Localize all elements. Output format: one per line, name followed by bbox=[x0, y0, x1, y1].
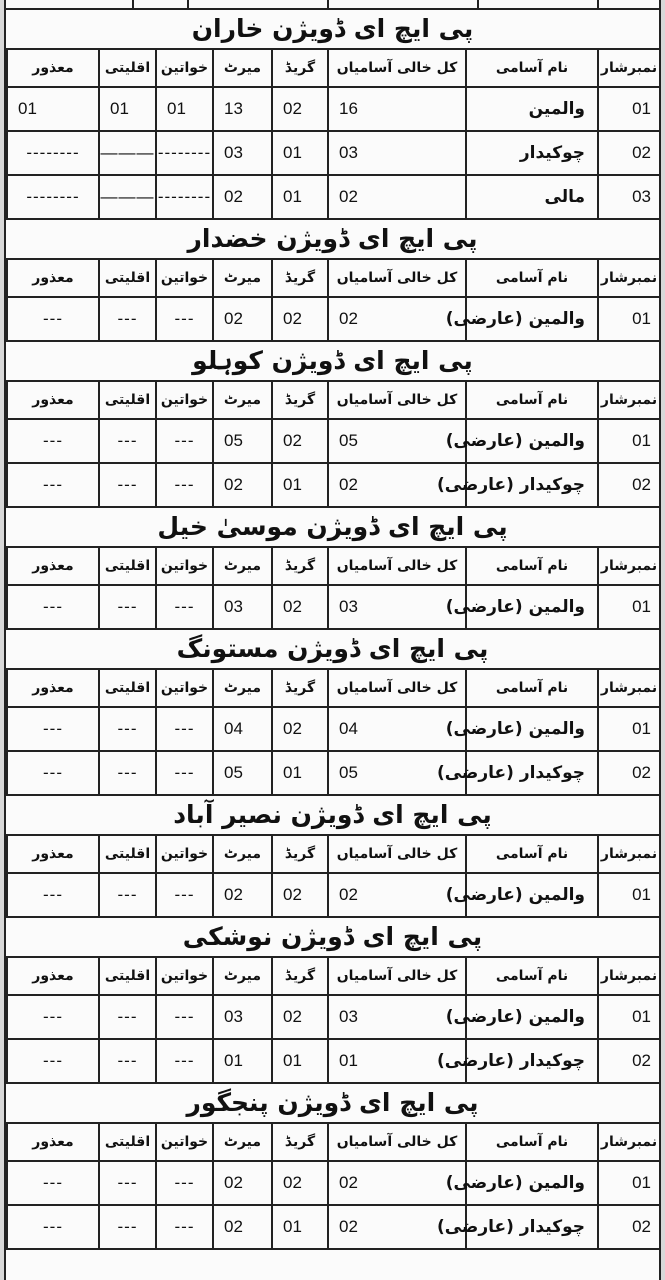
post-name-cell: والمین (عارضی) bbox=[466, 585, 598, 629]
division-title: پی ایچ ای ڈویژن خضدار bbox=[187, 224, 478, 253]
grade-header: گریڈ bbox=[272, 49, 328, 87]
total-vacancies-cell: 03 bbox=[328, 585, 466, 629]
grade-header: گریڈ bbox=[272, 1123, 328, 1161]
minority-quota-cell: ——— bbox=[99, 175, 156, 219]
women-quota-cell: --- bbox=[156, 1205, 213, 1249]
women-quota-cell: -------- bbox=[156, 175, 213, 219]
merit-cell: 02 bbox=[213, 1205, 272, 1249]
total-vacancies-header: کل خالی آسامیاں bbox=[328, 835, 466, 873]
merit-header: میرٹ bbox=[213, 669, 272, 707]
grade-header: گریڈ bbox=[272, 259, 328, 297]
previous-table-edge bbox=[6, 0, 659, 10]
merit-cell: 02 bbox=[213, 873, 272, 917]
grade-cell: 02 bbox=[272, 707, 328, 751]
vacancy-table bbox=[6, 834, 661, 918]
minority-quota-cell: ——— bbox=[99, 131, 156, 175]
merit-header: میرٹ bbox=[213, 49, 272, 87]
merit-cell: 04 bbox=[213, 707, 272, 751]
post-name-cell: والمین (عارضی) bbox=[466, 707, 598, 751]
minority-quota-cell: --- bbox=[99, 873, 156, 917]
total-vacancies-cell: 03 bbox=[328, 995, 466, 1039]
disabled-quota-cell: --- bbox=[7, 873, 99, 917]
total-vacancies-header: کل خالی آسامیاں bbox=[328, 1123, 466, 1161]
total-vacancies-cell: 01 bbox=[328, 1039, 466, 1083]
women-header: خواتین bbox=[156, 835, 213, 873]
division-section bbox=[6, 342, 659, 508]
merit-header: میرٹ bbox=[213, 547, 272, 585]
table-row bbox=[7, 585, 660, 629]
serial-cell: 01 bbox=[598, 585, 660, 629]
division-title: پی ایچ ای ڈویژن کوہلو bbox=[192, 346, 473, 375]
division-section bbox=[6, 10, 659, 220]
table-row bbox=[7, 131, 660, 175]
grade-cell: 02 bbox=[272, 585, 328, 629]
grade-cell: 01 bbox=[272, 463, 328, 507]
women-quota-cell: --- bbox=[156, 419, 213, 463]
women-quota-cell: 01 bbox=[156, 87, 213, 131]
total-vacancies-header: کل خالی آسامیاں bbox=[328, 381, 466, 419]
vacancy-table bbox=[6, 1122, 661, 1250]
post-name-cell: والمین (عارضی) bbox=[466, 1161, 598, 1205]
table-header-row bbox=[7, 835, 660, 873]
serial-cell: 02 bbox=[598, 131, 660, 175]
minority-quota-cell: --- bbox=[99, 1161, 156, 1205]
merit-cell: 01 bbox=[213, 1039, 272, 1083]
disabled-quota-cell: --- bbox=[7, 463, 99, 507]
merit-cell: 13 bbox=[213, 87, 272, 131]
minority-quota-cell: --- bbox=[99, 463, 156, 507]
women-header: خواتین bbox=[156, 957, 213, 995]
women-quota-cell: --- bbox=[156, 585, 213, 629]
serial-cell: 01 bbox=[598, 1161, 660, 1205]
minority-quota-cell: --- bbox=[99, 1205, 156, 1249]
minority-quota-cell: --- bbox=[99, 995, 156, 1039]
post-name-header: نام آسامی bbox=[466, 669, 598, 707]
post-name-cell: مالی bbox=[466, 175, 598, 219]
table-header-row bbox=[7, 49, 660, 87]
minority-quota-cell: --- bbox=[99, 419, 156, 463]
table-header-row bbox=[7, 547, 660, 585]
post-name-cell: والمین (عارضی) bbox=[466, 419, 598, 463]
table-row bbox=[7, 995, 660, 1039]
minority-header: اقلیتی bbox=[99, 835, 156, 873]
table-header-row bbox=[7, 259, 660, 297]
division-section bbox=[6, 630, 659, 796]
serial-header: نمبرشار bbox=[598, 547, 660, 585]
disabled-quota-cell: --- bbox=[7, 1039, 99, 1083]
total-vacancies-header: کل خالی آسامیاں bbox=[328, 49, 466, 87]
disabled-header: معذور bbox=[7, 957, 99, 995]
division-sections bbox=[6, 10, 659, 1250]
women-quota-cell: --- bbox=[156, 463, 213, 507]
women-header: خواتین bbox=[156, 1123, 213, 1161]
grade-cell: 02 bbox=[272, 1161, 328, 1205]
post-name-cell: چوکیدار bbox=[466, 131, 598, 175]
vacancy-table bbox=[6, 956, 661, 1084]
merit-cell: 03 bbox=[213, 995, 272, 1039]
post-name-cell: والمین (عارضی) bbox=[466, 995, 598, 1039]
table-row bbox=[7, 751, 660, 795]
table-row bbox=[7, 1039, 660, 1083]
women-header: خواتین bbox=[156, 259, 213, 297]
job-advertisement-page bbox=[4, 0, 661, 1280]
women-quota-cell: --- bbox=[156, 1161, 213, 1205]
total-vacancies-cell: 02 bbox=[328, 297, 466, 341]
women-header: خواتین bbox=[156, 669, 213, 707]
disabled-header: معذور bbox=[7, 835, 99, 873]
merit-cell: 05 bbox=[213, 419, 272, 463]
minority-quota-cell: --- bbox=[99, 1039, 156, 1083]
post-name-cell: والمین bbox=[466, 87, 598, 131]
table-header-row bbox=[7, 957, 660, 995]
disabled-header: معذور bbox=[7, 49, 99, 87]
women-quota-cell: --- bbox=[156, 995, 213, 1039]
merit-cell: 02 bbox=[213, 1161, 272, 1205]
women-quota-cell: --- bbox=[156, 751, 213, 795]
division-section bbox=[6, 1084, 659, 1250]
minority-header: اقلیتی bbox=[99, 381, 156, 419]
merit-header: میرٹ bbox=[213, 835, 272, 873]
grade-cell: 01 bbox=[272, 751, 328, 795]
vacancy-table bbox=[6, 258, 661, 342]
disabled-quota-cell: --- bbox=[7, 1205, 99, 1249]
total-vacancies-cell: 02 bbox=[328, 873, 466, 917]
grade-cell: 02 bbox=[272, 873, 328, 917]
division-title: پی ایچ ای ڈویژن خاران bbox=[191, 14, 474, 43]
division-title: پی ایچ ای ڈویژن موسیٰ خیل bbox=[157, 512, 508, 541]
minority-header: اقلیتی bbox=[99, 669, 156, 707]
total-vacancies-header: کل خالی آسامیاں bbox=[328, 669, 466, 707]
table-row bbox=[7, 175, 660, 219]
total-vacancies-cell: 04 bbox=[328, 707, 466, 751]
division-title: پی ایچ ای ڈویژن نوشکی bbox=[182, 922, 483, 951]
disabled-quota-cell: --- bbox=[7, 1161, 99, 1205]
serial-cell: 01 bbox=[598, 297, 660, 341]
post-name-cell: والمین (عارضی) bbox=[466, 297, 598, 341]
women-header: خواتین bbox=[156, 547, 213, 585]
table-header-row bbox=[7, 669, 660, 707]
serial-cell: 03 bbox=[598, 175, 660, 219]
serial-header: نمبرشار bbox=[598, 957, 660, 995]
grade-cell: 02 bbox=[272, 995, 328, 1039]
minority-header: اقلیتی bbox=[99, 1123, 156, 1161]
women-header: خواتین bbox=[156, 381, 213, 419]
division-section bbox=[6, 220, 659, 342]
minority-header: اقلیتی bbox=[99, 49, 156, 87]
division-title: پی ایچ ای ڈویژن مستونگ bbox=[176, 634, 489, 663]
serial-cell: 01 bbox=[598, 707, 660, 751]
merit-cell: 02 bbox=[213, 297, 272, 341]
merit-cell: 02 bbox=[213, 175, 272, 219]
merit-cell: 02 bbox=[213, 463, 272, 507]
serial-cell: 02 bbox=[598, 463, 660, 507]
table-header-row bbox=[7, 381, 660, 419]
grade-cell: 02 bbox=[272, 297, 328, 341]
women-header: خواتین bbox=[156, 49, 213, 87]
grade-header: گریڈ bbox=[272, 669, 328, 707]
minority-quota-cell: 01 bbox=[99, 87, 156, 131]
minority-quota-cell: --- bbox=[99, 297, 156, 341]
total-vacancies-cell: 02 bbox=[328, 463, 466, 507]
merit-header: میرٹ bbox=[213, 1123, 272, 1161]
grade-header: گریڈ bbox=[272, 547, 328, 585]
disabled-quota-cell: --- bbox=[7, 751, 99, 795]
disabled-header: معذور bbox=[7, 547, 99, 585]
table-row bbox=[7, 419, 660, 463]
post-name-cell: چوکیدار (عارضی) bbox=[466, 1205, 598, 1249]
serial-cell: 02 bbox=[598, 751, 660, 795]
post-name-cell: چوکیدار (عارضی) bbox=[466, 463, 598, 507]
division-section bbox=[6, 508, 659, 630]
post-name-header: نام آسامی bbox=[466, 957, 598, 995]
serial-header: نمبرشار bbox=[598, 669, 660, 707]
grade-header: گریڈ bbox=[272, 381, 328, 419]
post-name-header: نام آسامی bbox=[466, 381, 598, 419]
total-vacancies-header: کل خالی آسامیاں bbox=[328, 547, 466, 585]
merit-cell: 03 bbox=[213, 585, 272, 629]
disabled-header: معذور bbox=[7, 259, 99, 297]
grade-header: گریڈ bbox=[272, 957, 328, 995]
women-quota-cell: --- bbox=[156, 873, 213, 917]
vacancy-table bbox=[6, 668, 661, 796]
grade-cell: 02 bbox=[272, 87, 328, 131]
serial-header: نمبرشار bbox=[598, 49, 660, 87]
post-name-header: نام آسامی bbox=[466, 49, 598, 87]
serial-cell: 01 bbox=[598, 873, 660, 917]
disabled-quota-cell: -------- bbox=[7, 175, 99, 219]
table-row bbox=[7, 463, 660, 507]
table-row bbox=[7, 1205, 660, 1249]
table-row bbox=[7, 707, 660, 751]
table-row bbox=[7, 1161, 660, 1205]
division-section bbox=[6, 918, 659, 1084]
women-quota-cell: --- bbox=[156, 1039, 213, 1083]
disabled-header: معذور bbox=[7, 1123, 99, 1161]
total-vacancies-cell: 03 bbox=[328, 131, 466, 175]
grade-cell: 01 bbox=[272, 175, 328, 219]
merit-header: میرٹ bbox=[213, 381, 272, 419]
serial-cell: 01 bbox=[598, 995, 660, 1039]
vacancy-table bbox=[6, 380, 661, 508]
post-name-cell: چوکیدار (عارضی) bbox=[466, 751, 598, 795]
disabled-quota-cell: --- bbox=[7, 995, 99, 1039]
total-vacancies-cell: 05 bbox=[328, 419, 466, 463]
grade-cell: 02 bbox=[272, 419, 328, 463]
post-name-cell: والمین (عارضی) bbox=[466, 873, 598, 917]
disabled-quota-cell: --- bbox=[7, 419, 99, 463]
merit-cell: 05 bbox=[213, 751, 272, 795]
women-quota-cell: --- bbox=[156, 707, 213, 751]
disabled-header: معذور bbox=[7, 669, 99, 707]
serial-cell: 01 bbox=[598, 419, 660, 463]
total-vacancies-cell: 02 bbox=[328, 1205, 466, 1249]
disabled-quota-cell: --- bbox=[7, 707, 99, 751]
post-name-header: نام آسامی bbox=[466, 835, 598, 873]
grade-header: گریڈ bbox=[272, 835, 328, 873]
serial-header: نمبرشار bbox=[598, 1123, 660, 1161]
minority-header: اقلیتی bbox=[99, 547, 156, 585]
minority-quota-cell: --- bbox=[99, 585, 156, 629]
serial-cell: 02 bbox=[598, 1205, 660, 1249]
grade-cell: 01 bbox=[272, 1205, 328, 1249]
total-vacancies-cell: 02 bbox=[328, 175, 466, 219]
vacancy-table bbox=[6, 546, 661, 630]
merit-cell: 03 bbox=[213, 131, 272, 175]
serial-header: نمبرشار bbox=[598, 835, 660, 873]
post-name-header: نام آسامی bbox=[466, 1123, 598, 1161]
serial-header: نمبرشار bbox=[598, 259, 660, 297]
merit-header: میرٹ bbox=[213, 259, 272, 297]
total-vacancies-header: کل خالی آسامیاں bbox=[328, 957, 466, 995]
disabled-header: معذور bbox=[7, 381, 99, 419]
post-name-header: نام آسامی bbox=[466, 547, 598, 585]
disabled-quota-cell: --- bbox=[7, 297, 99, 341]
disabled-quota-cell: --- bbox=[7, 585, 99, 629]
disabled-quota-cell: 01 bbox=[7, 87, 99, 131]
table-row bbox=[7, 297, 660, 341]
total-vacancies-cell: 16 bbox=[328, 87, 466, 131]
serial-cell: 01 bbox=[598, 87, 660, 131]
minority-header: اقلیتی bbox=[99, 957, 156, 995]
serial-cell: 02 bbox=[598, 1039, 660, 1083]
total-vacancies-cell: 05 bbox=[328, 751, 466, 795]
women-quota-cell: --- bbox=[156, 297, 213, 341]
minority-quota-cell: --- bbox=[99, 707, 156, 751]
grade-cell: 01 bbox=[272, 1039, 328, 1083]
grade-cell: 01 bbox=[272, 131, 328, 175]
total-vacancies-header: کل خالی آسامیاں bbox=[328, 259, 466, 297]
total-vacancies-cell: 02 bbox=[328, 1161, 466, 1205]
table-row bbox=[7, 87, 660, 131]
vacancy-table bbox=[6, 48, 661, 220]
post-name-cell: چوکیدار (عارضی) bbox=[466, 1039, 598, 1083]
division-section bbox=[6, 796, 659, 918]
women-quota-cell: -------- bbox=[156, 131, 213, 175]
division-title: پی ایچ ای ڈویژن پنجگور bbox=[186, 1088, 479, 1117]
minority-header: اقلیتی bbox=[99, 259, 156, 297]
table-header-row bbox=[7, 1123, 660, 1161]
division-title: پی ایچ ای ڈویژن نصیر آباد bbox=[173, 800, 492, 829]
minority-quota-cell: --- bbox=[99, 751, 156, 795]
serial-header: نمبرشار bbox=[598, 381, 660, 419]
disabled-quota-cell: -------- bbox=[7, 131, 99, 175]
post-name-header: نام آسامی bbox=[466, 259, 598, 297]
merit-header: میرٹ bbox=[213, 957, 272, 995]
table-row bbox=[7, 873, 660, 917]
